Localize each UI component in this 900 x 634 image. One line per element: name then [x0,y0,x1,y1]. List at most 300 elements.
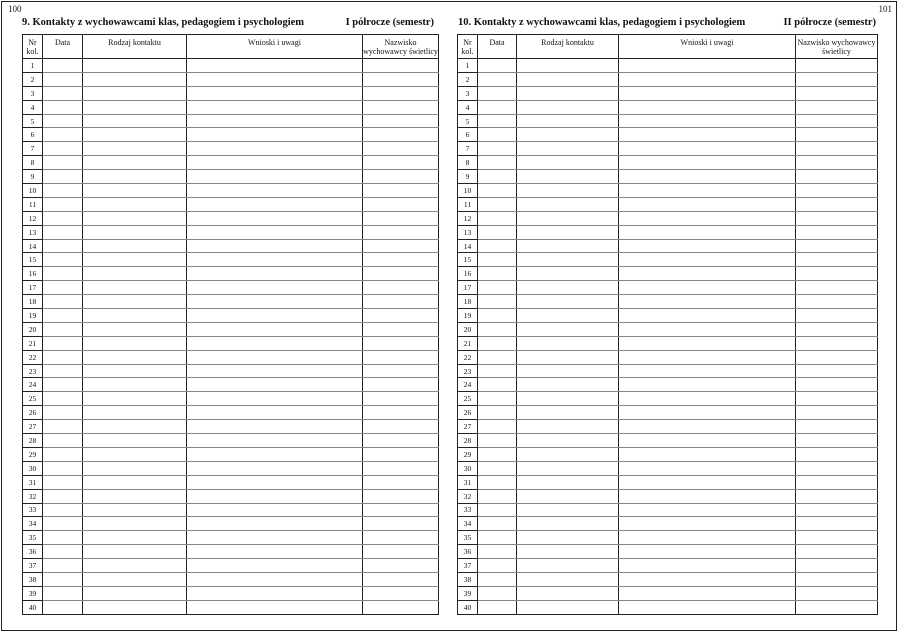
teacher-name-cell [363,503,439,517]
contact-type-cell [83,322,187,336]
row-number: 33 [23,503,43,517]
table-row [23,461,439,475]
date-cell [43,86,83,100]
table-row [23,295,439,309]
contact-type-cell [517,184,619,198]
row-number: 10 [23,184,43,198]
contact-type-cell [517,475,619,489]
conclusions-cell [619,86,796,100]
table-body [23,59,439,615]
contact-type-cell [83,572,187,586]
teacher-name-cell [796,364,878,378]
conclusions-cell [187,461,363,475]
row-number: 38 [23,572,43,586]
teacher-name-cell [363,184,439,198]
conclusions-cell [619,364,796,378]
contact-type-cell [83,197,187,211]
table-row [458,447,878,461]
contact-type-cell [83,545,187,559]
table-row [458,142,878,156]
date-cell [478,336,517,350]
section-title: 10. Kontakty z wychowawcami klas, pedagogiem i psychologiem [458,17,746,28]
row-number: 11 [23,197,43,211]
row-number: 10 [458,184,478,198]
table-row [458,545,878,559]
contact-type-cell [83,406,187,420]
contact-type-cell [83,531,187,545]
table-row [458,350,878,364]
row-number: 15 [23,253,43,267]
table-row [23,184,439,198]
teacher-name-cell [363,225,439,239]
conclusions-cell [187,572,363,586]
row-number: 16 [23,267,43,281]
teacher-name-cell [796,392,878,406]
teacher-name-cell [796,225,878,239]
conclusions-cell [187,392,363,406]
table-row [458,434,878,448]
conclusions-cell [187,600,363,614]
table-row [23,420,439,434]
row-number: 26 [458,406,478,420]
date-cell [43,59,83,73]
teacher-name-cell [363,600,439,614]
table-row [23,586,439,600]
table-row [458,295,878,309]
teacher-name-cell [796,378,878,392]
date-cell [43,267,83,281]
contact-type-cell [83,295,187,309]
date-cell [43,253,83,267]
table-row [23,364,439,378]
contact-type-cell [517,114,619,128]
date-cell [478,572,517,586]
teacher-name-cell [363,267,439,281]
date-cell [43,225,83,239]
column-header-contact-type: Rodzaj kontaktu [83,35,187,59]
teacher-name-cell [796,475,878,489]
row-number: 31 [23,475,43,489]
table-row [23,392,439,406]
table-header-row [458,35,878,59]
date-cell [478,447,517,461]
teacher-name-cell [363,559,439,573]
row-number: 1 [23,59,43,73]
contact-type-cell [517,531,619,545]
row-number: 32 [458,489,478,503]
conclusions-cell [187,253,363,267]
date-cell [478,114,517,128]
conclusions-cell [619,197,796,211]
date-cell [478,559,517,573]
right-page [450,0,900,634]
conclusions-cell [619,100,796,114]
date-cell [43,350,83,364]
teacher-name-cell [796,309,878,323]
contact-type-cell [517,489,619,503]
date-cell [43,309,83,323]
semester-label: I półrocze (semestr) [345,17,434,28]
table-row [458,211,878,225]
date-cell [43,281,83,295]
date-cell [43,489,83,503]
teacher-name-cell [796,86,878,100]
table-row [458,420,878,434]
row-number: 35 [23,531,43,545]
table-row [23,128,439,142]
contact-type-cell [83,350,187,364]
contact-type-cell [83,489,187,503]
row-number: 2 [458,72,478,86]
row-number: 16 [458,267,478,281]
conclusions-cell [187,545,363,559]
table-row [23,225,439,239]
table-row [458,72,878,86]
date-cell [478,392,517,406]
date-cell [43,184,83,198]
row-number: 24 [458,378,478,392]
table-row [458,572,878,586]
teacher-name-cell [796,281,878,295]
contact-type-cell [83,59,187,73]
table-row [23,447,439,461]
teacher-name-cell [363,142,439,156]
conclusions-cell [187,156,363,170]
teacher-name-cell [796,420,878,434]
row-number: 3 [458,86,478,100]
conclusions-cell [619,322,796,336]
contact-type-cell [517,420,619,434]
contact-type-cell [517,156,619,170]
teacher-name-cell [796,406,878,420]
date-cell [478,586,517,600]
teacher-name-cell [796,239,878,253]
row-number: 7 [23,142,43,156]
date-cell [43,114,83,128]
date-cell [478,72,517,86]
table-row [23,72,439,86]
row-number: 34 [23,517,43,531]
conclusions-cell [619,392,796,406]
table-body [458,59,878,615]
contact-type-cell [517,392,619,406]
conclusions-cell [187,350,363,364]
table-row [458,489,878,503]
teacher-name-cell [363,322,439,336]
conclusions-cell [619,170,796,184]
teacher-name-cell [363,406,439,420]
row-number: 9 [458,170,478,184]
table-row [23,86,439,100]
conclusions-cell [619,142,796,156]
teacher-name-cell [796,600,878,614]
date-cell [478,170,517,184]
date-cell [43,239,83,253]
contact-type-cell [517,350,619,364]
date-cell [43,447,83,461]
date-cell [478,142,517,156]
contact-type-cell [517,142,619,156]
teacher-name-cell [796,59,878,73]
conclusions-cell [187,559,363,573]
row-number: 19 [23,309,43,323]
conclusions-cell [619,239,796,253]
contact-type-cell [83,170,187,184]
column-header-conclusions: Wnioski i uwagi [187,35,363,59]
conclusions-cell [619,156,796,170]
row-number: 37 [458,559,478,573]
teacher-name-cell [796,531,878,545]
teacher-name-cell [363,72,439,86]
table-row [23,475,439,489]
table-row [458,336,878,350]
table-row [458,309,878,323]
contact-type-cell [83,100,187,114]
contact-type-cell [83,586,187,600]
contact-type-cell [517,434,619,448]
row-number: 25 [458,392,478,406]
contact-type-cell [517,545,619,559]
contact-type-cell [517,86,619,100]
row-number: 38 [458,572,478,586]
contact-type-cell [83,364,187,378]
row-number: 33 [458,503,478,517]
row-number: 13 [23,225,43,239]
teacher-name-cell [363,114,439,128]
conclusions-cell [619,420,796,434]
conclusions-cell [187,489,363,503]
date-cell [478,531,517,545]
contact-type-cell [83,114,187,128]
table-row [458,225,878,239]
row-number: 32 [23,489,43,503]
teacher-name-cell [796,170,878,184]
table-row [458,392,878,406]
conclusions-cell [187,475,363,489]
conclusions-cell [187,86,363,100]
row-number: 24 [23,378,43,392]
teacher-name-cell [796,559,878,573]
date-cell [43,378,83,392]
conclusions-cell [619,503,796,517]
row-number: 28 [23,434,43,448]
date-cell [478,128,517,142]
table-row [23,406,439,420]
contact-type-cell [83,461,187,475]
contact-type-cell [517,406,619,420]
table-row [458,267,878,281]
conclusions-cell [187,239,363,253]
table-row [458,86,878,100]
teacher-name-cell [363,447,439,461]
table-row [23,572,439,586]
teacher-name-cell [363,420,439,434]
column-header-date: Data [43,35,83,59]
row-number: 8 [23,156,43,170]
contact-type-cell [517,239,619,253]
date-cell [43,211,83,225]
contact-type-cell [83,378,187,392]
date-cell [478,184,517,198]
teacher-name-cell [796,586,878,600]
contact-type-cell [517,336,619,350]
row-number: 9 [23,170,43,184]
table-row [458,559,878,573]
row-number: 17 [23,281,43,295]
date-cell [43,461,83,475]
date-cell [478,350,517,364]
contact-type-cell [83,72,187,86]
conclusions-cell [619,336,796,350]
contact-type-cell [83,225,187,239]
contact-type-cell [83,184,187,198]
contact-type-cell [517,364,619,378]
contact-type-cell [517,267,619,281]
row-number: 14 [458,239,478,253]
date-cell [478,545,517,559]
date-cell [43,572,83,586]
table-row [23,59,439,73]
column-header-teacher-name: Nazwisko wychowawcy świetlicy [363,35,439,59]
date-cell [478,434,517,448]
conclusions-cell [619,295,796,309]
table-row [23,142,439,156]
teacher-name-cell [363,253,439,267]
date-cell [43,545,83,559]
table-row [23,156,439,170]
conclusions-cell [619,267,796,281]
table-row [23,267,439,281]
contact-type-cell [83,600,187,614]
table-row [23,350,439,364]
conclusions-cell [187,142,363,156]
teacher-name-cell [363,239,439,253]
conclusions-cell [619,545,796,559]
date-cell [43,517,83,531]
teacher-name-cell [363,59,439,73]
date-cell [478,489,517,503]
conclusions-cell [187,420,363,434]
teacher-name-cell [363,586,439,600]
row-number: 29 [23,447,43,461]
contact-type-cell [83,281,187,295]
table-row [23,170,439,184]
contact-type-cell [83,503,187,517]
table-row [458,600,878,614]
table-row [23,378,439,392]
conclusions-cell [187,184,363,198]
row-number: 6 [23,128,43,142]
contact-type-cell [83,128,187,142]
row-number: 30 [23,461,43,475]
table-row [458,156,878,170]
contact-type-cell [517,59,619,73]
row-number: 22 [458,350,478,364]
conclusions-cell [619,600,796,614]
contact-type-cell [83,253,187,267]
row-number: 26 [23,406,43,420]
conclusions-cell [619,184,796,198]
row-number: 22 [23,350,43,364]
table-row [458,281,878,295]
date-cell [478,503,517,517]
row-number: 12 [23,211,43,225]
table-row [458,322,878,336]
table-row [458,170,878,184]
conclusions-cell [187,295,363,309]
date-cell [478,600,517,614]
contact-type-cell [517,600,619,614]
teacher-name-cell [363,128,439,142]
date-cell [43,531,83,545]
column-header-date: Data [478,35,517,59]
teacher-name-cell [363,350,439,364]
conclusions-cell [187,364,363,378]
teacher-name-cell [796,184,878,198]
conclusions-cell [619,586,796,600]
row-number: 27 [23,420,43,434]
contact-type-cell [517,572,619,586]
date-cell [43,392,83,406]
contact-type-cell [517,309,619,323]
teacher-name-cell [796,114,878,128]
table-row [23,336,439,350]
table-row [458,197,878,211]
date-cell [478,378,517,392]
table-row [23,239,439,253]
table-row [458,378,878,392]
teacher-name-cell [796,461,878,475]
teacher-name-cell [796,211,878,225]
date-cell [43,600,83,614]
contact-type-cell [517,295,619,309]
date-cell [478,295,517,309]
teacher-name-cell [796,336,878,350]
row-number: 25 [23,392,43,406]
row-number: 29 [458,447,478,461]
contact-type-cell [83,392,187,406]
contact-type-cell [517,447,619,461]
row-number: 30 [458,461,478,475]
teacher-name-cell [796,545,878,559]
table-row [23,559,439,573]
conclusions-cell [619,378,796,392]
row-number: 15 [458,253,478,267]
row-number: 27 [458,420,478,434]
conclusions-cell [619,559,796,573]
date-cell [43,322,83,336]
teacher-name-cell [796,197,878,211]
table-row [458,406,878,420]
column-header-conclusions: Wnioski i uwagi [619,35,796,59]
teacher-name-cell [796,100,878,114]
date-cell [43,586,83,600]
contact-type-cell [517,559,619,573]
contact-type-cell [83,475,187,489]
teacher-name-cell [796,295,878,309]
contact-type-cell [83,86,187,100]
table-row [23,545,439,559]
date-cell [478,253,517,267]
row-number: 35 [458,531,478,545]
conclusions-cell [619,531,796,545]
conclusions-cell [187,434,363,448]
date-cell [478,211,517,225]
table-row [23,253,439,267]
teacher-name-cell [363,489,439,503]
conclusions-cell [187,586,363,600]
date-cell [43,156,83,170]
